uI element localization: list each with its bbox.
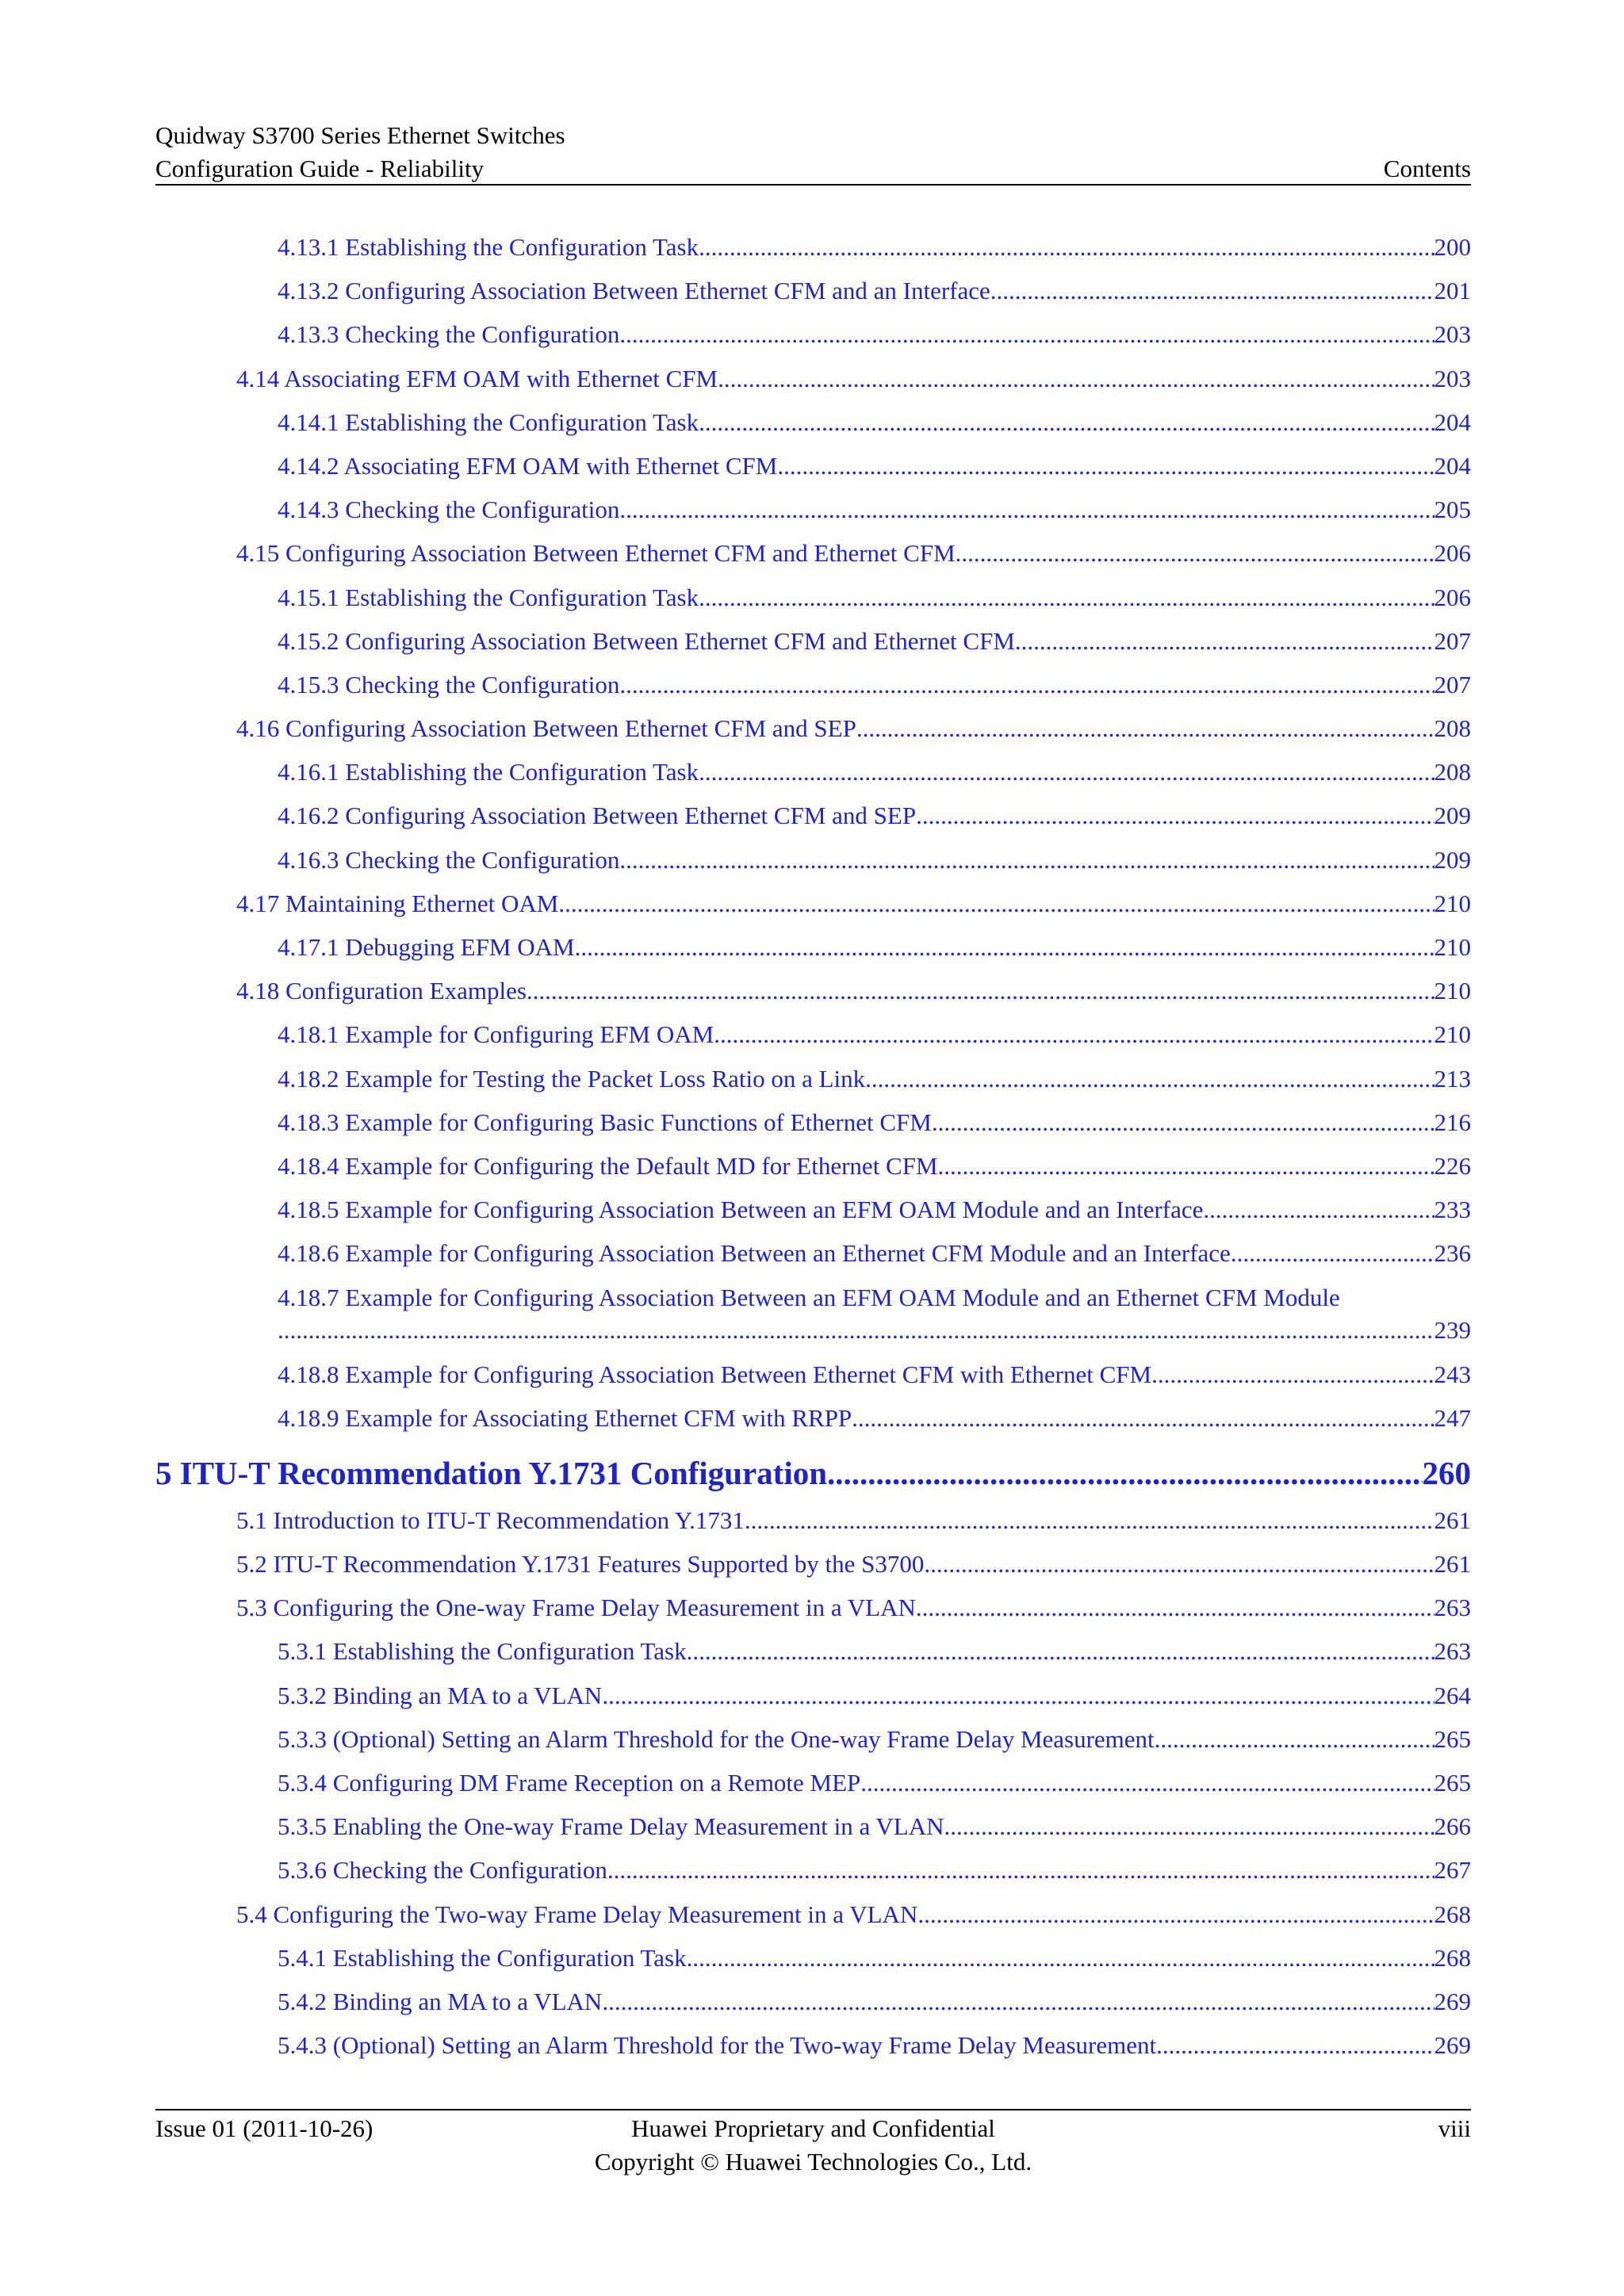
footer-copyright: Copyright © Huawei Technologies Co., Ltd.	[594, 2148, 1032, 2175]
toc-page-number: 210	[1434, 889, 1471, 917]
toc-entry-link[interactable]	[0, 319, 1471, 362]
toc-entry-title: 4.18.6 Example for Configuring Association Between an Ethernet CFM Module and an Interface	[278, 1239, 1231, 1268]
toc-entry-link[interactable]	[0, 844, 1471, 888]
toc-entry-title: 5.4.3 (Optional) Setting an Alarm Threshold for the Two-way Frame Delay Measurement	[278, 2031, 1157, 2060]
toc-dot-leader	[1015, 626, 1434, 657]
toc-entry-link[interactable]	[0, 582, 1471, 626]
header-product-title: Quidway S3700 Series Ethernet Switches	[155, 121, 565, 149]
toc-page-number: 239	[1434, 1315, 1471, 1344]
toc-entry-link[interactable]	[0, 1986, 1471, 2030]
footer-page-number: viii	[1438, 2114, 1471, 2142]
toc-entry-link[interactable]	[0, 1107, 1471, 1150]
toc-entry-title: 4.18.7 Example for Configuring Association Between an EFM OAM Module and an Ethernet CFM Module	[278, 1283, 1340, 1311]
page-footer	[155, 2112, 1471, 2179]
toc-entry-title: 4.17.1 Debugging EFM OAM	[278, 933, 575, 961]
toc-entry-link[interactable]	[0, 756, 1471, 800]
toc-entry-link[interactable]	[0, 407, 1471, 450]
toc-dot-leader	[575, 932, 1434, 963]
toc-entry-leader-line	[278, 1314, 1471, 1359]
toc-dot-leader	[932, 1107, 1434, 1138]
toc-dot-leader	[924, 1548, 1434, 1580]
toc-entry-link[interactable]	[0, 713, 1471, 756]
toc-entry-title: 5.3.4 Configuring DM Frame Reception on a Remote MEP	[278, 1769, 861, 1797]
toc-dot-leader	[1231, 1238, 1434, 1269]
toc-entry-title: 4.13.3 Checking the Configuration	[278, 320, 620, 349]
toc-dot-leader	[917, 1899, 1434, 1931]
toc-entry-title: 5.3 Configuring the One-way Frame Delay Measurement in a VLAN	[236, 1594, 916, 1622]
toc-entry-link[interactable]	[0, 1402, 1471, 1446]
toc-page-number: 209	[1434, 802, 1471, 830]
toc-entry-link[interactable]	[0, 1019, 1471, 1062]
toc-entry-link[interactable]	[0, 450, 1471, 494]
toc-page-number: 201	[1434, 277, 1471, 305]
toc-entry-link[interactable]	[0, 1592, 1471, 1636]
toc-entry-link[interactable]	[0, 1282, 1471, 1359]
toc-dot-leader	[990, 275, 1434, 307]
toc-page-number: 203	[1434, 364, 1471, 392]
toc-entry-link[interactable]	[0, 232, 1471, 275]
toc-entry-title: 4.14.2 Associating EFM OAM with Ethernet CFM	[278, 451, 778, 480]
toc-page-number: 267	[1434, 1856, 1471, 1885]
toc-entry-title: 4.14.1 Establishing the Configuration Task	[278, 408, 699, 436]
toc-dot-leader	[944, 1811, 1434, 1843]
toc-dot-leader	[745, 1505, 1434, 1536]
toc-entry-link[interactable]	[0, 975, 1471, 1019]
toc-entry-link[interactable]	[0, 275, 1471, 319]
toc-entry-title: 4.14.3 Checking the Configuration	[278, 496, 620, 524]
toc-page-number: 268	[1434, 1900, 1471, 1928]
toc-page-number: 206	[1434, 539, 1471, 568]
toc-entry-link[interactable]	[0, 1063, 1471, 1107]
toc-dot-leader	[687, 1942, 1434, 1974]
toc-page-number: 263	[1434, 1637, 1471, 1666]
toc-dot-leader	[1151, 1359, 1434, 1391]
toc-entry-title: 4.15.2 Configuring Association Between Ethernet CFM and Ethernet CFM	[278, 626, 1015, 655]
toc-page-number: 260	[1422, 1454, 1471, 1491]
toc-page-number: 209	[1434, 845, 1471, 874]
toc-entry-title: 4.18.4 Example for Configuring the Default MD for Ethernet CFM	[278, 1151, 938, 1180]
toc-entry-title: 4.15 Configuring Association Between Ethernet CFM and Ethernet CFM	[236, 539, 956, 568]
toc-dot-leader	[687, 1636, 1434, 1667]
toc-entry-link[interactable]	[0, 2030, 1471, 2073]
toc-entry-title: 4.15.1 Establishing the Configuration Task	[278, 583, 699, 611]
toc-entry-link[interactable]	[0, 1238, 1471, 1281]
toc-page-number: 269	[1434, 1987, 1471, 2015]
toc-page-number: 233	[1434, 1196, 1471, 1224]
footer-issue: Issue 01 (2011-10-26)	[155, 2114, 373, 2142]
table-of-contents	[0, 232, 1471, 2073]
toc-entry-title: 4.18.9 Example for Associating Ethernet CFM with RRPP	[278, 1403, 852, 1432]
toc-dot-leader	[718, 363, 1434, 395]
toc-dot-leader	[699, 407, 1434, 438]
toc-entry-title: 4.18.3 Example for Configuring Basic Functions of Ethernet CFM	[278, 1108, 932, 1136]
toc-dot-leader	[856, 713, 1434, 744]
toc-entry-link[interactable]	[0, 494, 1471, 538]
toc-entry-title: 5.3.5 Enabling the One-way Frame Delay Measurement in a VLAN	[278, 1812, 944, 1841]
toc-page-number: 226	[1434, 1151, 1471, 1180]
toc-dot-leader	[938, 1150, 1434, 1182]
toc-dot-leader	[777, 450, 1434, 482]
toc-dot-leader	[619, 669, 1434, 701]
toc-dot-leader	[860, 1767, 1434, 1799]
toc-page-number: 210	[1434, 933, 1471, 961]
toc-page-number: 204	[1434, 451, 1471, 480]
toc-entry-title: 4.13.1 Establishing the Configuration Task	[278, 233, 699, 261]
toc-entry-title: 4.13.2 Configuring Association Between Ethernet CFM and an Interface	[278, 277, 990, 305]
toc-page-number: 247	[1434, 1403, 1471, 1432]
toc-entry-link[interactable]	[0, 1942, 1471, 1986]
toc-entry-title: 4.18.1 Example for Configuring EFM OAM	[278, 1020, 714, 1049]
header-row	[155, 152, 1471, 186]
toc-page-number: 213	[1434, 1064, 1471, 1093]
toc-entry-link[interactable]	[0, 1854, 1471, 1898]
toc-dot-leader	[602, 1986, 1434, 2018]
toc-dot-leader	[714, 1019, 1434, 1050]
toc-page-number: 210	[1434, 1020, 1471, 1049]
toc-dot-leader	[619, 844, 1434, 876]
toc-page-number: 265	[1434, 1724, 1471, 1753]
toc-page-number: 203	[1434, 320, 1471, 349]
toc-dot-leader	[699, 232, 1434, 263]
toc-page-number: 265	[1434, 1769, 1471, 1797]
toc-entry-title: 4.16.3 Checking the Configuration	[278, 845, 620, 874]
toc-page-number: 205	[1434, 496, 1471, 524]
toc-entry-link[interactable]	[0, 1359, 1471, 1402]
toc-dot-leader	[1156, 2030, 1434, 2061]
header-section-label: Contents	[1383, 155, 1471, 182]
toc-dot-leader	[916, 1592, 1434, 1624]
toc-page-number: 207	[1434, 626, 1471, 655]
toc-dot-leader	[827, 1449, 1422, 1497]
toc-dot-leader	[602, 1680, 1434, 1712]
toc-page-number: 269	[1434, 2031, 1471, 2060]
toc-entry-link[interactable]	[0, 669, 1471, 713]
toc-page-number: 266	[1434, 1812, 1471, 1841]
toc-entry-link[interactable]	[0, 1680, 1471, 1724]
toc-dot-leader	[1203, 1194, 1434, 1226]
toc-page-number: 206	[1434, 583, 1471, 611]
toc-dot-leader	[699, 582, 1434, 614]
toc-entry-title: 5.3.1 Establishing the Configuration Task	[278, 1637, 687, 1666]
toc-entry-link[interactable]	[0, 1636, 1471, 1679]
toc-entry-link[interactable]	[0, 1505, 1471, 1548]
footer-confidential: Huawei Proprietary and Confidential	[631, 2114, 995, 2142]
toc-entry-title: 5.4.1 Establishing the Configuration Task	[278, 1943, 687, 1972]
toc-dot-leader	[916, 800, 1434, 832]
toc-entry-title: 4.17 Maintaining Ethernet OAM	[236, 889, 559, 917]
toc-page-number: 261	[1434, 1550, 1471, 1578]
toc-entry-title: 4.18.2 Example for Testing the Packet Loss Ratio on a Link	[278, 1064, 866, 1093]
toc-dot-leader	[558, 888, 1434, 920]
toc-page-number: 204	[1434, 408, 1471, 436]
toc-dot-leader	[956, 538, 1434, 569]
toc-entry-title: 4.16.1 Establishing the Configuration Task	[278, 758, 699, 786]
toc-entry-title: 4.18.5 Example for Configuring Association Between an EFM OAM Module and an Interface	[278, 1196, 1204, 1224]
toc-entry-title: 4.16.2 Configuring Association Between Ethernet CFM and SEP	[278, 802, 917, 830]
toc-entry-title: 5.2 ITU-T Recommendation Y.1731 Features Supported by the S3700	[236, 1550, 925, 1578]
toc-entry-title: 4.15.3 Checking the Configuration	[278, 670, 620, 698]
toc-entry-title: 4.18 Configuration Examples	[236, 977, 527, 1005]
toc-entry-link[interactable]	[0, 888, 1471, 932]
toc-entry-link[interactable]	[0, 1899, 1471, 1942]
header-divider	[155, 184, 1471, 186]
toc-entry-title: 4.18.8 Example for Configuring Association Between Ethernet CFM with Ethernet CFM	[278, 1360, 1152, 1388]
toc-page-number: 208	[1434, 714, 1471, 743]
toc-dot-leader	[278, 1314, 1434, 1346]
toc-entry-title: 4.14 Associating EFM OAM with Ethernet CFM	[236, 364, 718, 392]
toc-dot-leader	[1155, 1724, 1434, 1755]
toc-entry-link[interactable]	[0, 1548, 1471, 1592]
toc-entry-title: 5.3.2 Binding an MA to a VLAN	[278, 1681, 603, 1709]
toc-entry-link[interactable]	[0, 932, 1471, 975]
toc-entry-title: 5.3.6 Checking the Configuration	[278, 1856, 607, 1885]
toc-page-number: 243	[1434, 1360, 1471, 1388]
toc-page-number: 268	[1434, 1943, 1471, 1972]
toc-page-number: 264	[1434, 1681, 1471, 1709]
toc-page-number: 263	[1434, 1594, 1471, 1622]
toc-page-number: 207	[1434, 670, 1471, 698]
toc-entry-link[interactable]	[0, 1150, 1471, 1194]
footer-divider	[155, 2109, 1471, 2110]
toc-entry-title: 5.4 Configuring the Two-way Frame Delay Measurement in a VLAN	[236, 1900, 918, 1928]
toc-entry-title: 4.16 Configuring Association Between Ethernet CFM and SEP	[236, 714, 856, 743]
toc-entry-link[interactable]	[0, 1194, 1471, 1238]
toc-page-number: 261	[1434, 1506, 1471, 1534]
page-header	[155, 119, 1471, 186]
toc-entry-link[interactable]	[0, 538, 1471, 581]
toc-entry-title: 5.1 Introduction to ITU-T Recommendation Y.1731	[236, 1506, 745, 1534]
toc-entry-title: 5.4.2 Binding an MA to a VLAN	[278, 1987, 603, 2015]
toc-entry-link[interactable]	[0, 626, 1471, 669]
toc-page-number: 236	[1434, 1239, 1471, 1268]
toc-page-number: 216	[1434, 1108, 1471, 1136]
toc-page-number: 208	[1434, 758, 1471, 786]
toc-dot-leader	[699, 756, 1434, 788]
toc-entry-link[interactable]	[0, 1724, 1471, 1767]
toc-dot-leader	[852, 1402, 1434, 1434]
toc-entry-link[interactable]	[0, 1767, 1471, 1811]
toc-dot-leader	[607, 1854, 1434, 1886]
toc-entry-link[interactable]	[0, 363, 1471, 407]
toc-entry-title: 5.3.3 (Optional) Setting an Alarm Threshold for the One-way Frame Delay Measurement	[278, 1724, 1155, 1753]
toc-page-number: 210	[1434, 977, 1471, 1005]
toc-page-number: 200	[1434, 233, 1471, 261]
toc-entry-link[interactable]	[0, 1811, 1471, 1854]
toc-dot-leader	[619, 319, 1434, 350]
toc-dot-leader	[527, 975, 1434, 1007]
header-guide-title: Configuration Guide - Reliability	[155, 155, 485, 182]
toc-entry-title: 5 ITU-T Recommendation Y.1731 Configuration	[155, 1454, 828, 1491]
toc-dot-leader	[619, 494, 1434, 526]
toc-chapter-link[interactable]	[0, 1449, 1471, 1505]
toc-dot-leader	[865, 1063, 1434, 1095]
toc-entry-link[interactable]	[0, 800, 1471, 844]
